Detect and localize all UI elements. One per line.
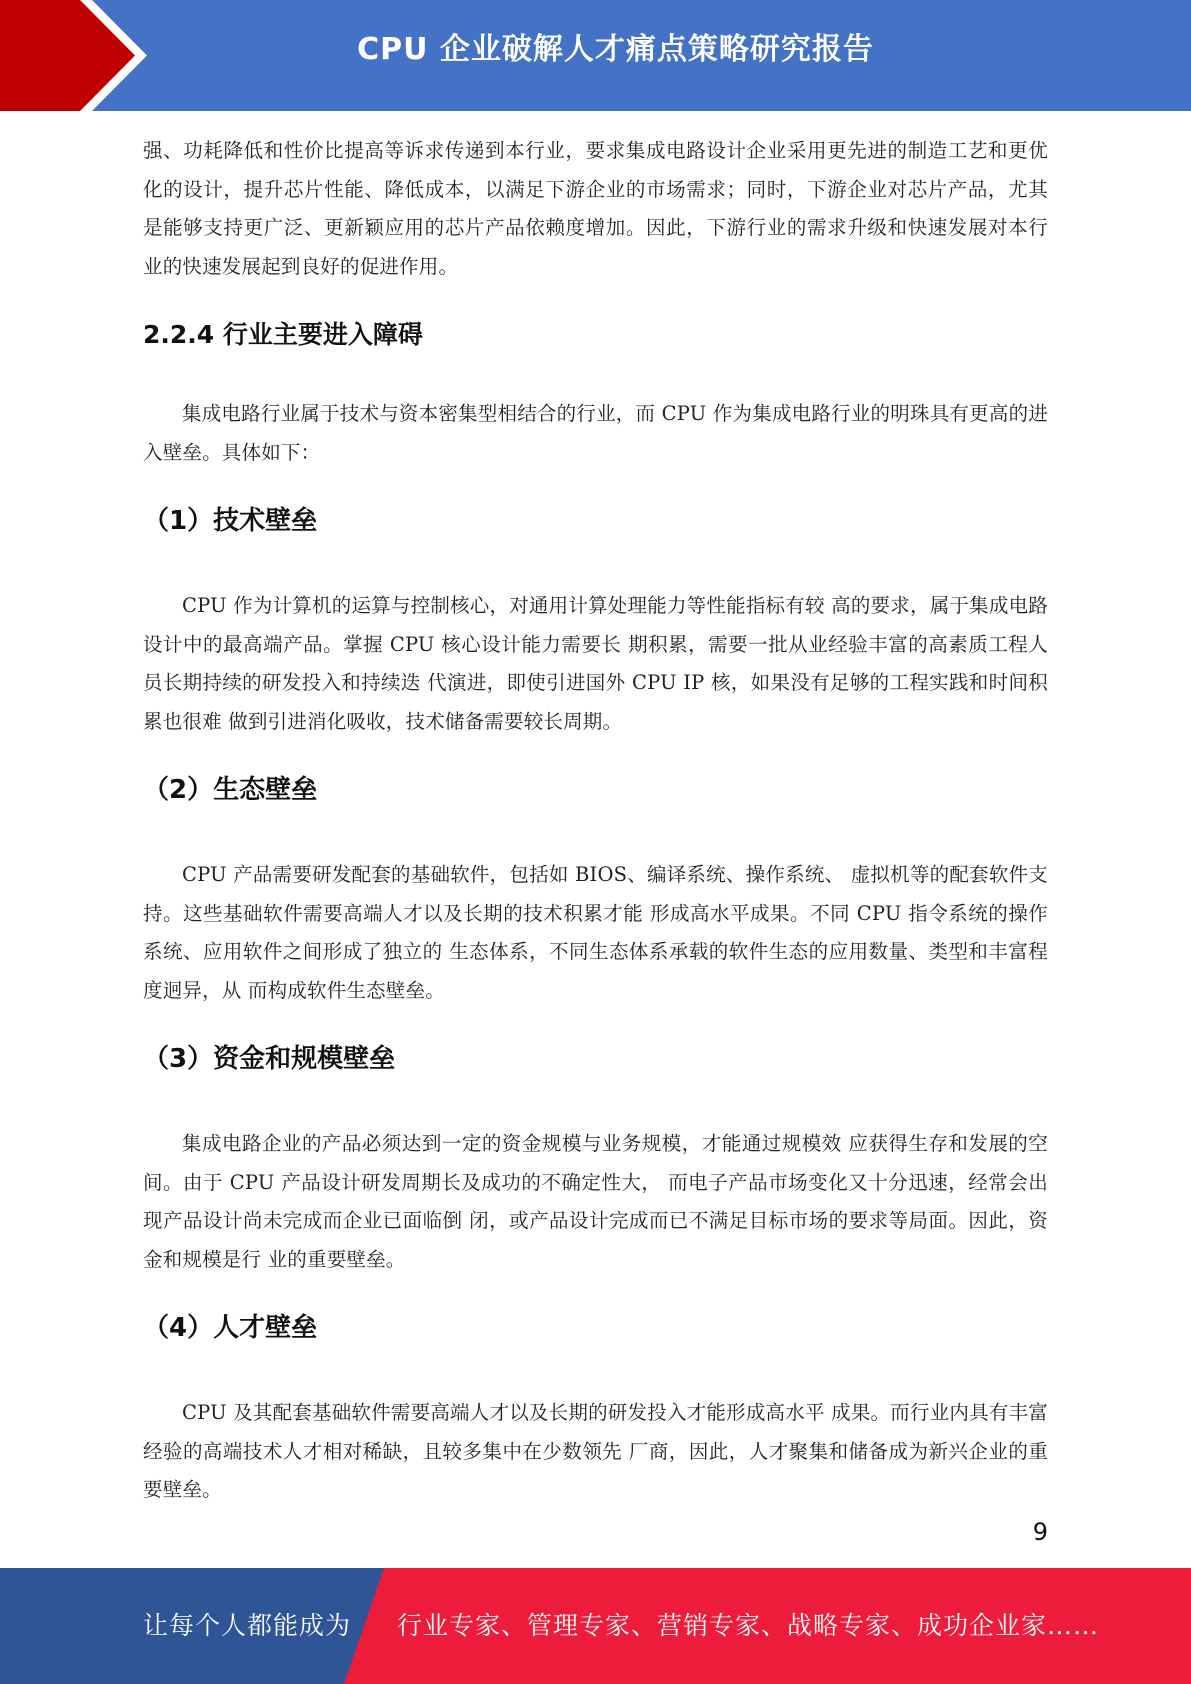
subsection-paragraph-technology: CPU 作为计算机的运算与控制核心，对通用计算处理能力等性能指标有较 高的要求，属于集成电路设计中的最高端产品。掌握 CPU 核心设计能力需要长 期积累，需要一批从业经验丰富的高素质工程人员长期持续的研发投入和持续迭 代演进，即使引进国外 CPU IP 核，如果没有足够的工程实践和时间积累也很难 做到引进消化吸收，技术储备需要较长周期。 — [143, 594, 1048, 733]
footer-slogan-right: 行业专家、管理专家、营销专家、战略专家、成功企业家…… — [397, 1611, 1100, 1640]
document-body — [143, 132, 1048, 1510]
section-heading: 2.2.4 行业主要进入障碍 — [143, 320, 423, 349]
page-number: 9 — [1032, 1518, 1048, 1546]
subsection-paragraph-talent: CPU 及其配套基础软件需要高端人才以及长期的研发投入才能形成高水平 成果。而行业内具有丰富经验的高端技术人才相对稀缺，且较多集中在少数领先 厂商，因此，人才聚集和储备成为新兴企业的重要壁垒。 — [143, 1401, 1048, 1501]
subsection-paragraph-ecosystem: CPU 产品需要研发配套的基础软件，包括如 BIOS、编译系统、操作系统、 虚拟机等的配套软件支持。这些基础软件需要高端人才以及长期的技术积累才能 形成高水平成果。不同 CPU 指令系统的操作系统、应用软件之间形成了独立的 生态体系，不同生态体系承载的软件生态的应用数量、类型和丰富程度迥异，从 而构成软件生态壁垒。 — [143, 863, 1048, 1002]
subsection-heading-capital-scale: （3）资金和规模壁垒 — [143, 1044, 396, 1074]
subsection-heading-technology: （1）技术壁垒 — [143, 506, 318, 536]
page-header — [0, 0, 1191, 111]
subsection-heading-ecosystem: （2）生态壁垒 — [143, 775, 318, 805]
page-footer — [0, 1568, 1191, 1684]
footer-slogan-left: 让每个人都能成为 — [143, 1611, 352, 1640]
intro-paragraph: 强、功耗降低和性价比提高等诉求传递到本行业，要求集成电路设计企业采用更先进的制造工艺和更优化的设计，提升芯片性能、降低成本，以满足下游企业的市场需求；同时，下游企业对芯片产品，尤其是能够支持更广泛、更新颖应用的芯片产品依赖度增加。因此，下游行业的需求升级和快速发展对本行业的快速发展起到良好的促进作用。 — [143, 139, 1048, 278]
report-title: CPU 企业破解人才痛点策略研究报告 — [357, 32, 874, 67]
subsection-paragraph-capital-scale: 集成电路企业的产品必须达到一定的资金规模与业务规模，才能通过规模效 应获得生存和发展的空间。由于 CPU 产品设计研发周期长及成功的不确定性大， 而电子产品市场变化又十分迅速，经常会出现产品设计尚未完成而企业已面临倒 闭，或产品设计完成而已不满足目标市场的要求等局面。因此，资金和规模是行 业的重要壁垒。 — [143, 1132, 1048, 1271]
subsection-heading-talent: （4）人才壁垒 — [143, 1313, 318, 1343]
section-intro-paragraph: 集成电路行业属于技术与资本密集型相结合的行业，而 CPU 作为集成电路行业的明珠具有更高的进入壁垒。具体如下： — [143, 402, 1048, 464]
